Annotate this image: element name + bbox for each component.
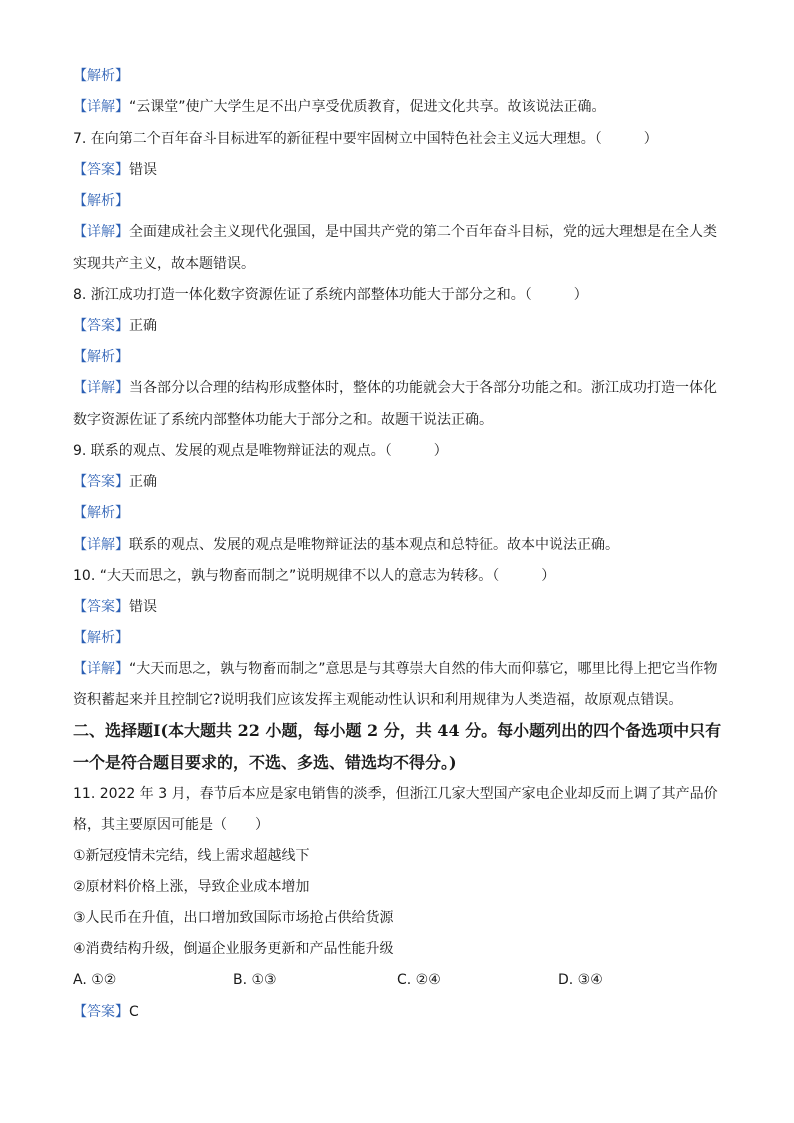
detail-line <box>73 535 619 555</box>
answer-label: 【答案】 <box>73 474 129 490</box>
analysis-label: 【解析】 <box>73 193 129 209</box>
section-heading-continuation: 一个是符合题目要求的，不选、多选、错选均不得分。) <box>73 753 457 772</box>
question-11-continuation: 格，其主要原因可能是（ ） <box>73 817 269 833</box>
detail-label: 【详解】 <box>73 224 129 240</box>
question-7: 7. 在向第二个百年奋斗目标进军的新征程中要牢固树立中国特色社会主义远大理想。（ ） <box>73 131 658 147</box>
detail-line <box>73 659 718 679</box>
question-8: 8. 浙江成功打造一体化数字资源佐证了系统内部整体功能大于部分之和。（ ） <box>73 287 588 303</box>
analysis-label: 【解析】 <box>73 505 129 521</box>
detail-text: “大天而思之，孰与物畜而制之”意思是与其尊崇大自然的伟大而仰慕它，哪里比得上把它当作物 <box>129 661 718 677</box>
option-d: D. ③④ <box>558 972 603 988</box>
detail-continuation: 实现共产主义，故本题错误。 <box>73 256 255 272</box>
analysis-label: 【解析】 <box>73 630 129 646</box>
question-9: 9. 联系的观点、发展的观点是唯物辩证法的观点。（ ） <box>73 443 448 459</box>
answer-line <box>73 1002 139 1022</box>
answer-text: 正确 <box>129 474 157 490</box>
answer-label: 【答案】 <box>73 162 129 178</box>
detail-label: 【详解】 <box>73 380 129 396</box>
answer-line <box>73 597 157 617</box>
option-a: A. ①② <box>73 972 117 988</box>
detail-continuation: 资积蓄起来并且控制它?说明我们应该发挥主观能动性认识和利用规律为人类造福，故原观点错误。 <box>73 692 683 708</box>
detail-text: “云课堂”使广大学生足不出户享受优质教育，促进文化共享。故该说法正确。 <box>129 99 606 115</box>
detail-line <box>73 97 606 117</box>
detail-continuation: 数字资源佐证了系统内部整体功能大于部分之和。故题干说法正确。 <box>73 412 493 428</box>
answer-options <box>73 970 633 990</box>
detail-line <box>73 378 717 398</box>
analysis-label: 【解析】 <box>73 349 129 365</box>
answer-line <box>73 316 157 336</box>
analysis-label: 【解析】 <box>73 68 129 84</box>
answer-text: 正确 <box>129 318 157 334</box>
statement-4: ④消费结构升级，倒逼企业服务更新和产品性能升级 <box>73 941 394 957</box>
detail-text: 联系的观点、发展的观点是唯物辩证法的基本观点和总特征。故本中说法正确。 <box>129 537 619 553</box>
answer-line <box>73 472 157 492</box>
detail-text: 全面建成社会主义现代化强国，是中国共产党的第二个百年奋斗目标，党的远大理想是在全人类 <box>129 224 717 240</box>
answer-line <box>73 160 157 180</box>
question-10: 10. “大天而思之，孰与物畜而制之”说明规律不以人的意志为转移。（ ） <box>73 568 556 584</box>
detail-label: 【详解】 <box>73 99 129 115</box>
answer-text: 错误 <box>129 162 157 178</box>
option-c: C. ②④ <box>397 972 441 988</box>
option-b: B. ①③ <box>233 972 277 988</box>
answer-text: 错误 <box>129 599 157 615</box>
detail-text: 当各部分以合理的结构形成整体时，整体的功能就会大于各部分功能之和。浙江成功打造一体化 <box>129 380 717 396</box>
statement-3: ③人民币在升值，出口增加致国际市场抢占供给货源 <box>73 910 394 926</box>
answer-text: C <box>129 1004 139 1020</box>
answer-label: 【答案】 <box>73 599 129 615</box>
section-heading: 二、选择题Ⅰ(本大题共 22 小题，每小题 2 分，共 44 分。每小题列出的四个备选项中只有 <box>73 721 722 740</box>
statement-2: ②原材料价格上涨，导致企业成本增加 <box>73 879 310 895</box>
detail-label: 【详解】 <box>73 661 129 677</box>
detail-label: 【详解】 <box>73 537 129 553</box>
question-11: 11. 2022 年 3 月，春节后本应是家电销售的淡季，但浙江几家大型国产家电企业却反而上调了其产品价 <box>73 786 718 802</box>
answer-label: 【答案】 <box>73 318 129 334</box>
detail-line <box>73 222 717 242</box>
statement-1: ①新冠疫情未完结，线上需求超越线下 <box>73 848 310 864</box>
answer-label: 【答案】 <box>73 1004 129 1020</box>
